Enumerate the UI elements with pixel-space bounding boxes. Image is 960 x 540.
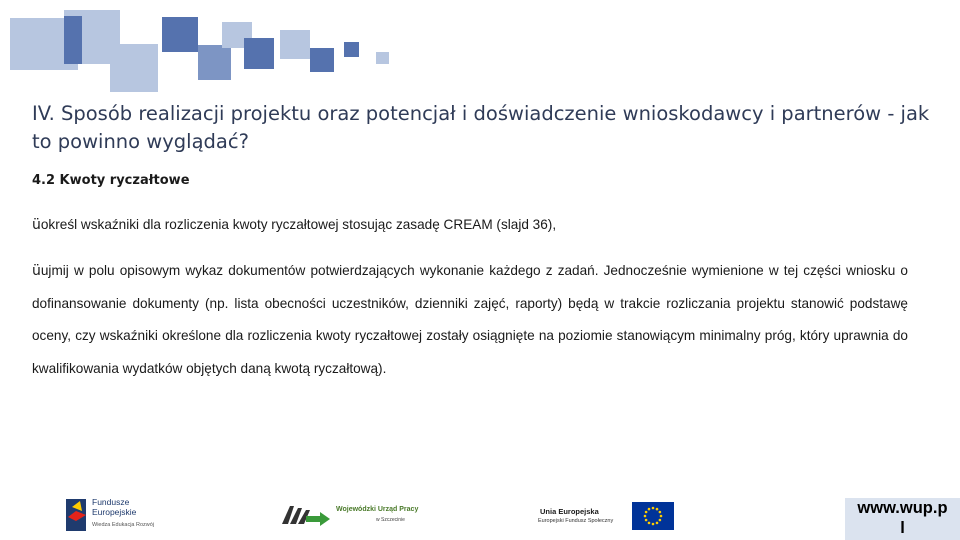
deco-square (310, 48, 334, 72)
bullet-text: określ wskaźniki dla rozliczenia kwoty ryczałtowej stosując zasadę CREAM (slajd 36), (40, 217, 557, 232)
website-url[interactable] (845, 498, 960, 540)
wup-logo-line1: Wojewódzki Urząd Pracy (336, 506, 419, 513)
fe-star-icon (64, 497, 90, 533)
deco-square (162, 17, 198, 52)
fe-logo-line2: Europejskie (92, 507, 137, 517)
bullet-text: ujmij w polu opisowym wykaz dokumentów potwierdzających wykonanie każdego z zadań. Jednocześnie wymienione w tej części wniosku o dofinansowanie dokumenty (np. lista obecności uczestników, dzienniki zajęć, raporty) będą w trakcie rozliczania projektu stanowić podstawę oceny, czy wskaźniki określone dla rozliczenia kwoty ryczałtowej zostały osiągnięte na poziomie stanowiącym minimalny próg, który uprawnia do kwalifikowania wydatków objętych daną kwotą ryczałtową). (32, 263, 908, 376)
deco-square (280, 30, 310, 59)
check-icon: ü (32, 263, 41, 279)
ue-logo-line1: Unia Europejska (540, 507, 599, 516)
eu-flag-icon (632, 502, 674, 530)
deco-square (344, 42, 359, 57)
wup-szczecin-logo (280, 500, 430, 530)
fe-logo-line1: Fundusze (92, 497, 130, 507)
bullet-item (32, 255, 908, 385)
slide-title: IV. Sposób realizacji projektu oraz potencjał i doświadczenie wnioskodawcy i partnerów - jak to powinno wyglądać? (32, 102, 930, 153)
fundusze-europejskie-logo (64, 495, 184, 535)
bullet-item (32, 214, 908, 236)
eu-logo (536, 500, 678, 532)
section-heading: 4.2 Kwoty ryczałtowe (32, 173, 190, 188)
check-icon: ü (32, 217, 41, 233)
wup-logo-line2: w Szczecinie (376, 517, 405, 523)
deco-square (110, 44, 158, 92)
deco-square (376, 52, 389, 64)
wup-arrows-icon (280, 502, 332, 528)
eu-stars-icon (632, 502, 674, 530)
deco-square (64, 16, 82, 64)
deco-square (244, 38, 274, 69)
url-line2: l (900, 519, 905, 537)
fe-logo-line3: Wiedza Edukacja Rozwój (92, 522, 155, 528)
ue-logo-line2: Europejski Fundusz Społeczny (538, 518, 614, 524)
url-line1: www.wup.p (857, 499, 948, 517)
deco-square (198, 45, 231, 80)
